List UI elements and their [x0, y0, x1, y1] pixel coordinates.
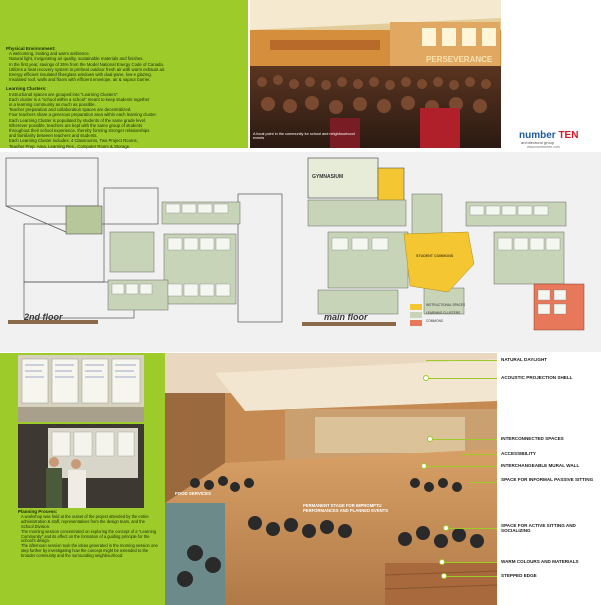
- legend-item: LEARNING CLUSTERS: [426, 311, 461, 315]
- list-item: The afternoon session took the ideas generated in the morning session one step further by investigating how the concept might be extended to the broader community and the surrounding neighbourhood.: [21, 543, 158, 559]
- list-item: Utilizes a heat recovery system to preheat outdoor fresh air with warm exhaust air.: [9, 66, 166, 72]
- main-floor-label: main floor: [324, 312, 368, 322]
- callout-dot: [439, 559, 445, 565]
- callout-dot: [423, 375, 429, 381]
- callout-line: [426, 378, 501, 379]
- callout-label: INTERCONNECTED SPACES: [501, 436, 564, 441]
- callout-label: STEPPED EDGE: [501, 573, 537, 578]
- learning-list: [6, 92, 242, 149]
- list-item: Energy efficient insulated fiberglass windows with dual-pane, low-e glazing.: [9, 72, 152, 78]
- commons-label: STUDENT COMMONS: [416, 254, 454, 258]
- stage-label: PERMANENT STAGE FOR IMPROMPTU PERFORMANCES AND PLANNED EVENTS: [303, 503, 388, 513]
- list-item: in a learning community as much as possible.: [9, 102, 96, 108]
- callout-line: [426, 360, 501, 361]
- callout-label: INTERCHANGEABLE MURAL WALL: [501, 463, 580, 468]
- banner-text: PERSEVERANCE: [426, 55, 493, 64]
- firm-url: www.numberten.com: [527, 145, 560, 149]
- workshop-flipcharts-photo: [18, 355, 144, 422]
- callout-label: ACCESSIBILITY: [501, 451, 536, 456]
- callout-dot: [427, 436, 433, 442]
- list-item: The morning session concentrated on exploring the concept of a "Learning Community" and its effect on the formation of a guiding principle for the school's design.: [21, 528, 157, 544]
- gymnasium-label: GYMNASIUM: [312, 174, 344, 180]
- callout-dot: [421, 463, 427, 469]
- auditorium-photo: [250, 0, 501, 148]
- list-item: Each cluster is a "school within a school" meant to keep students together: [9, 96, 150, 102]
- flipcharts-illustration: [18, 355, 144, 422]
- workshop-presenters-photo: [18, 424, 144, 508]
- second-floor-label: 2nd floor: [24, 312, 63, 322]
- presenters-illustration: [18, 424, 144, 508]
- list-item: In the first year, savings of 35% from the Model National Energy Code of Canada.: [9, 61, 165, 67]
- list-item: Four teachers share a generous preparation area within each learning cluster.: [9, 112, 157, 118]
- callout-label: WARM COLOURS AND MATERIALS: [501, 559, 579, 564]
- callout-label: SPACE FOR ACTIVE SITTING AND SOCIALIZING: [501, 523, 576, 534]
- commons-illustration: [165, 353, 497, 605]
- second-floor-plan: [4, 154, 290, 334]
- physical-env-heading: Physical Environment:: [6, 46, 56, 51]
- list-item: Teacher Prep. Area, Learning Res., Computer Room & Storage.: [9, 143, 131, 149]
- student-commons-photo: [165, 353, 497, 605]
- legend-item: INSTRUCTIONAL SPACES: [426, 303, 466, 307]
- list-item: A welcoming, inviting and warm ambience.: [9, 51, 90, 57]
- callout-label: NATURAL DAYLIGHT: [501, 357, 548, 362]
- callout-dot: [443, 525, 449, 531]
- callout-line: [446, 528, 501, 529]
- list-item: Insulated roof, walls and floors with efficient envelope, air & vapour barrier.: [9, 77, 151, 83]
- physical-env-list: [6, 51, 242, 82]
- list-item: Wherever possible, teachers are kept with the same group of students: [9, 122, 143, 128]
- intro-text: [6, 44, 242, 149]
- callout-label: ACOUSTIC PROJECTION SHELL: [501, 375, 573, 380]
- callout-line: [444, 576, 501, 577]
- callout-dot: [441, 573, 447, 579]
- design-callouts: [497, 353, 601, 605]
- list-item: Instructional spaces are grouped into "Learning Clusters".: [9, 91, 119, 97]
- photo-caption: A focal point in the community for school and neighbourhood events: [253, 132, 355, 141]
- callout-line: [462, 454, 501, 455]
- firm-tagline: architectural group: [521, 140, 555, 145]
- main-floor-plan: [298, 154, 596, 334]
- second-floor-drawing: [4, 154, 290, 334]
- list-item: and familiarity between teachers and students.: [9, 133, 98, 139]
- list-item: A workshop was held at the outset of the project attended by the entire administration & staff, representatives from the design team, and the School Division.: [21, 513, 149, 529]
- list-item: Natural light, invigorating air quality, sustainable materials and finishes.: [9, 56, 144, 62]
- food-services-label: FOOD SERVICES: [175, 491, 212, 496]
- list-item: Teacher preparation and collaboration spaces are decentralized.: [9, 107, 132, 113]
- list-item: Each Learning Cluster includes: 4 Classrooms, Two Project Rooms,: [9, 138, 138, 144]
- learning-heading: Learning Clusters:: [6, 86, 47, 92]
- firm-logo: number TEN: [519, 130, 579, 141]
- auditorium-illustration: [250, 0, 501, 148]
- list-item: throughout their school experience, thereby forming stronger relationships: [9, 128, 150, 134]
- callout-line: [424, 466, 501, 467]
- main-floor-drawing: [298, 154, 596, 334]
- legend-item: COMMONS: [426, 319, 443, 323]
- list-item: Each Learning Cluster is populated by students of the same grade level.: [9, 117, 147, 123]
- callout-label: SPACE FOR INFORMAL PASSIVE SITTING: [501, 477, 594, 482]
- callout-line: [442, 562, 501, 563]
- planning-text: [18, 510, 158, 559]
- logo-area: [503, 0, 601, 148]
- callout-line: [430, 439, 501, 440]
- planning-heading: Planning Process:: [18, 509, 58, 514]
